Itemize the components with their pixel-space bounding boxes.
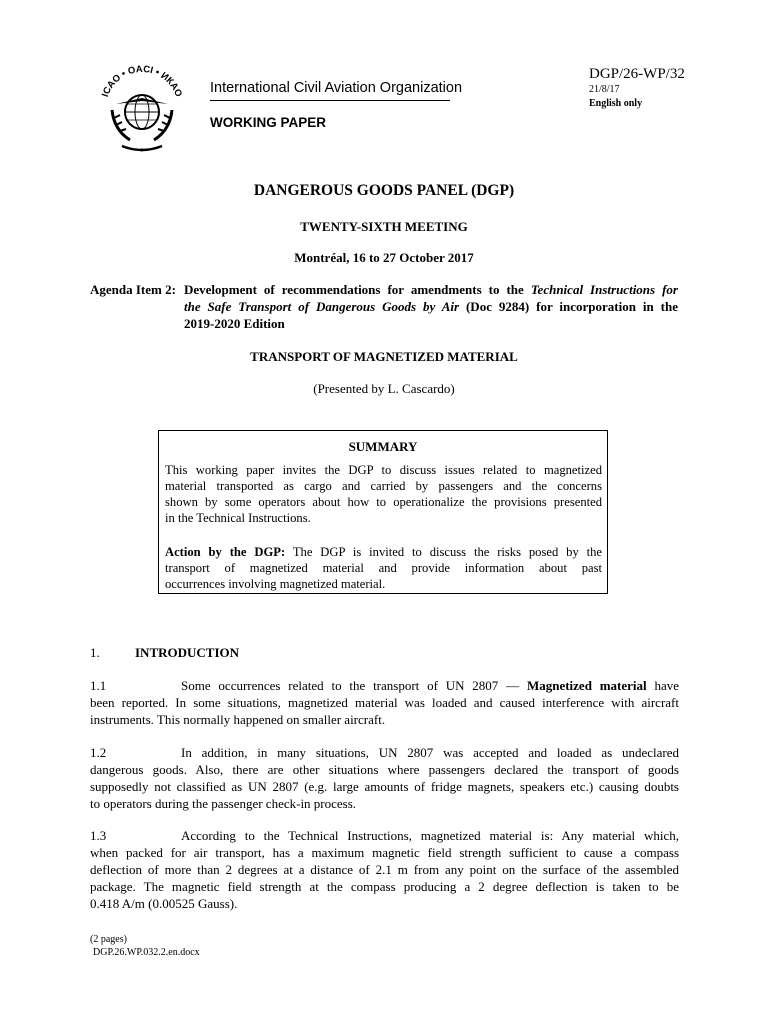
paper-type-label: WORKING PAPER: [210, 115, 327, 130]
agenda-line-2-text: (Doc 9284) for incorporation in the: [459, 299, 679, 314]
summary-box: [158, 430, 608, 594]
paragraph-1-1: [90, 677, 679, 728]
document-date: 21/8/17: [589, 84, 620, 95]
paragraph-number: 1.1: [90, 678, 107, 693]
paragraph-line: been reported. In some situations, magnetized material was loaded and caused interference with aircraft: [90, 695, 679, 710]
paragraph-text: have: [646, 678, 680, 693]
section-number: 1.: [90, 645, 100, 660]
summary-action-line-1: [165, 544, 602, 560]
summary-line: occurrences involving magnetized material.: [165, 577, 386, 591]
summary-action-paragraph: [165, 544, 602, 592]
paragraph-line: dangerous goods. Also, there are other situations where passengers declared the transport of goods: [90, 762, 679, 777]
summary-paragraph: [165, 462, 602, 526]
paragraph-1-3: [90, 827, 679, 912]
paragraph-line: [90, 744, 679, 761]
agenda-line-1-text: Development of recommendations for amendments to the: [184, 282, 531, 297]
paragraph-line: instruments. This normally happened on smaller aircraft.: [90, 712, 386, 727]
paragraph-number: 1.2: [90, 745, 107, 760]
logo-ring-text: ICAO • OACI • ИКАО: [99, 63, 184, 99]
icao-emblem-logo: [92, 58, 192, 158]
action-label: Action by the DGP:: [165, 545, 286, 559]
paragraph-line: [90, 677, 679, 694]
paragraph-line: deflection of more than 2 degrees at a distance of 2.1 m from any point on the surface of the assembled: [90, 862, 679, 877]
paragraph-text: Some occurrences related to the transport of UN 2807 —: [181, 678, 527, 693]
agenda-line-3: 2019-2020 Edition: [184, 316, 285, 331]
summary-title: SUMMARY: [348, 439, 418, 454]
paragraph-text: In addition, in many situations, UN 2807 was accepted and loaded as undeclared: [181, 745, 679, 760]
organization-name: International Civil Aviation Organization: [210, 80, 463, 96]
paragraph-text: According to the Technical Instructions, magnetized material is: Any material which,: [181, 828, 679, 843]
document-reference: DGP/26-WP/32: [589, 66, 685, 82]
footer-page-count: (2 pages): [90, 934, 127, 945]
svg-text:ICAO • OACI • ИКАО: [100, 64, 184, 99]
paragraph-line: [90, 827, 679, 844]
panel-title: DANGEROUS GOODS PANEL (DGP): [253, 182, 515, 199]
paragraph-line: when packed for air transport, has a maximum magnetic field strength sufficient to cause a compass: [90, 845, 679, 860]
paragraph-line: package. The magnetic field strength at the compass producing a 2 degree deflection is taken to be: [90, 879, 679, 894]
paragraph-line: supposedly not classified as UN 2807 (e.g. large amounts of fridge magnets, speakers etc.) causing doubts: [90, 779, 679, 794]
summary-line: This working paper invites the DGP to discuss issues related to magnetized: [165, 463, 602, 477]
summary-line: shown by some operators about how to operationalize the provisions presented: [165, 495, 602, 509]
agenda-line-2-italic: the Safe Transport of Dangerous Goods by Air: [184, 299, 460, 314]
paragraph-1-2: [90, 744, 679, 812]
summary-line: in the Technical Instructions.: [165, 511, 311, 525]
paragraph-line: to operators during the passenger check-in process.: [90, 796, 357, 811]
summary-line: material transported as cargo and carried by passengers and the concerns: [165, 479, 602, 493]
agenda-line-2: [184, 298, 678, 315]
meeting-title: TWENTY-SIXTH MEETING: [300, 219, 468, 234]
document-language: English only: [589, 98, 643, 109]
agenda-text: [184, 281, 678, 332]
agenda-line-1-italic: Technical Instructions for: [530, 282, 678, 297]
header-rule: [210, 100, 450, 101]
section-title: INTRODUCTION: [135, 645, 240, 660]
footer-filename: DGP.26.WP.032.2.en.docx: [93, 947, 200, 958]
presenter: (Presented by L. Cascardo): [313, 381, 455, 396]
paragraph-bold-term: Magnetized material: [526, 678, 647, 693]
summary-line: transport of magnetized material and provide information about past: [165, 561, 602, 575]
paragraph-number: 1.3: [90, 828, 107, 843]
agenda-line-1: [184, 281, 678, 298]
meeting-place-date: Montréal, 16 to 27 October 2017: [294, 250, 474, 265]
paragraph-line: 0.418 A/m (0.00525 Gauss).: [90, 896, 238, 911]
paper-topic: TRANSPORT OF MAGNETIZED MATERIAL: [250, 349, 518, 364]
summary-action-text: The DGP is invited to discuss the risks posed by the: [285, 545, 602, 559]
agenda-label: Agenda Item 2:: [90, 282, 176, 297]
